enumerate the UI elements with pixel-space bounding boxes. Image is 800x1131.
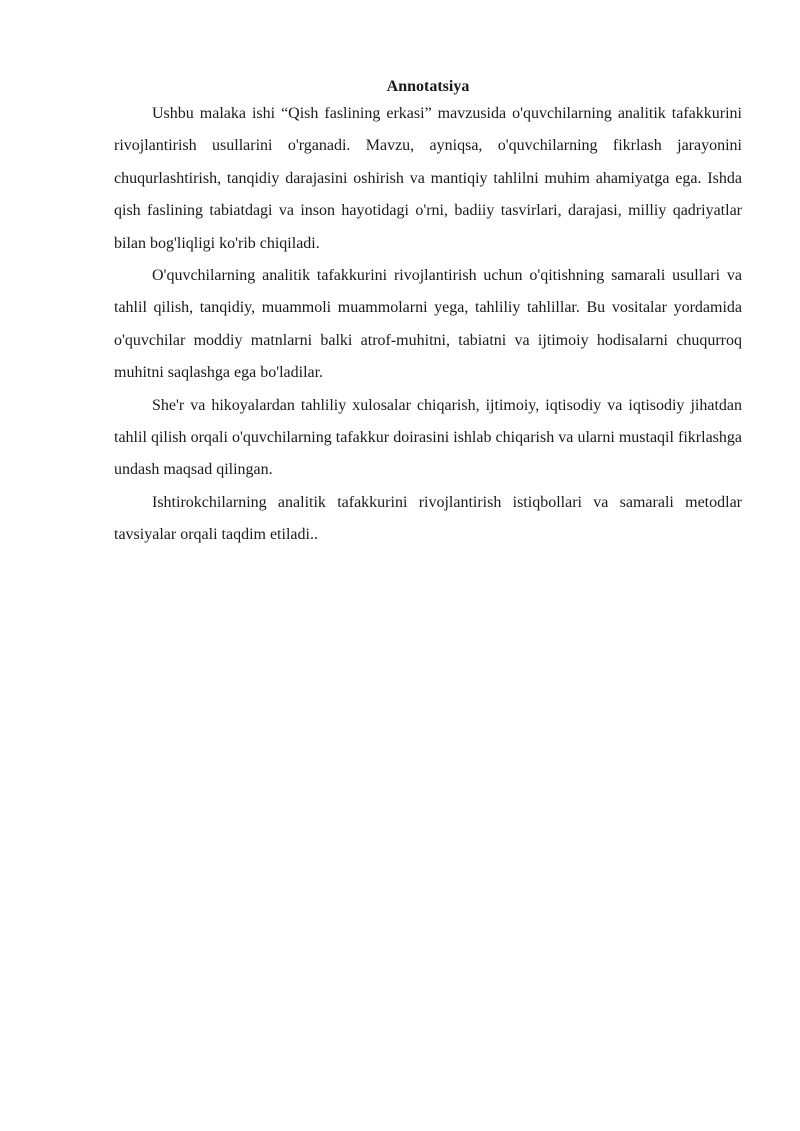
paragraph-3: She'r va hikoyalardan tahliliy xulosalar chiqarish, ijtimoiy, iqtisodiy va iqtisodiy jihatdan tahlil qilish orqali o'quvchilarning tafakkur doirasini ishlab chiqarish va ularni mustaqil fikrlashga undash maqsad qilingan. (114, 396, 742, 479)
paragraph-1: Ushbu malaka ishi “Qish faslining erkasi” mavzusida o'quvchilarning analitik tafakkurini rivojlantirish usullarini o'rganadi. Mavzu, ayniqsa, o'quvchilarning fikrlash jarayonini chuqurlashtirish, tanqidiy darajasini oshirish va mantiqiy tahlilni muhim ahamiyatga ega. Ishda qish faslining tabiatdagi va inson hayotidagi o'rni, badiiy tasvirlari, darajasi, milliy qadriyatlar bilan bog'liqligi ko'rib chiqiladi. (114, 105, 742, 252)
document-body (114, 76, 742, 552)
paragraph-4: Ishtirokchilarning analitik tafakkurini rivojlantirish istiqbollari va samarali metodlar tavsiyalar orqali taqdim etiladi.. (114, 493, 742, 544)
paragraph-2: O'quvchilarning analitik tafakkurini rivojlantirish uchun o'qitishning samarali usullari va tahlil qilish, tanqidiy, muammoli muammolarni yega, tahliliy tahlillar. Bu vositalar yordamida o'quvchilar moddiy matnlarni balki atrof-muhitni, tabiatni va ijtimoiy hodisalarni chuqurroq muhitni saqlashga ega bo'ladilar. (114, 267, 742, 382)
document-title: Annotatsiya (386, 78, 470, 95)
